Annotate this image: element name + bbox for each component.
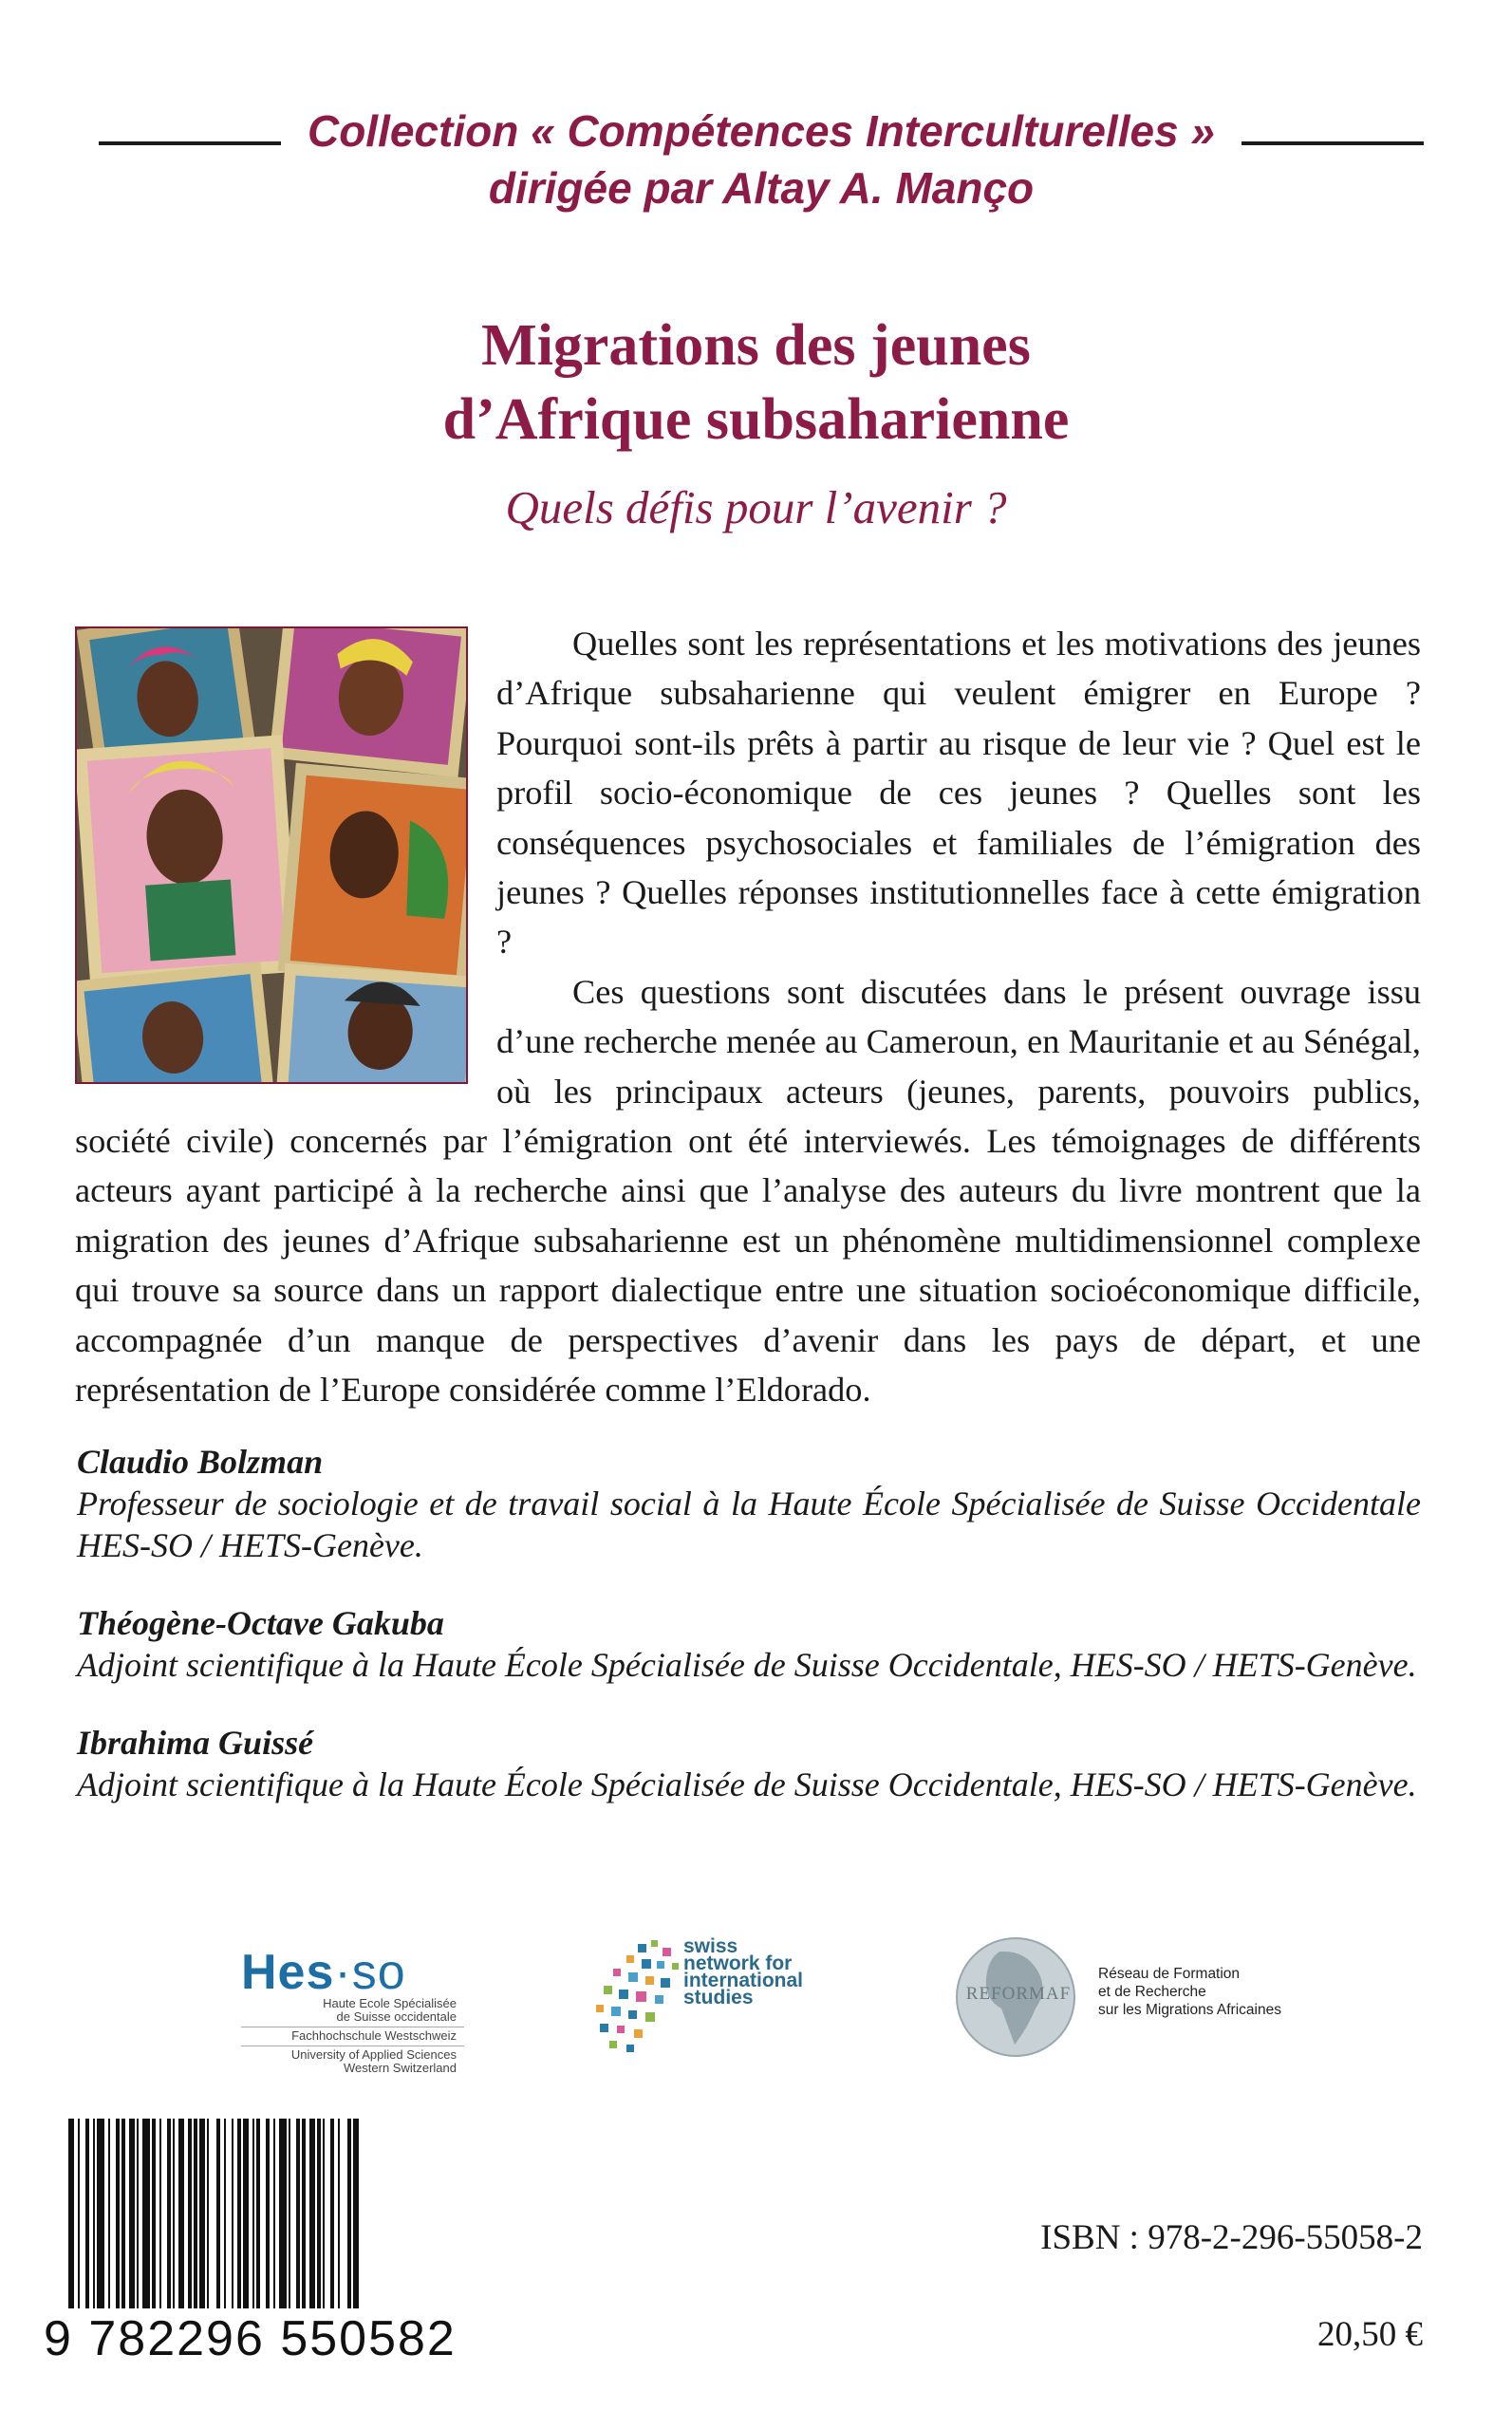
snis-line: swiss [683, 1935, 738, 1957]
collection-rule-right [1241, 141, 1424, 145]
reformaf-line: Réseau de Formation [1098, 1966, 1241, 1982]
barcode-bar [237, 2119, 241, 2308]
barcode-bar [93, 2119, 95, 2308]
author-entry [77, 1441, 1421, 1566]
book-title [0, 308, 1512, 457]
barcode-bar [121, 2119, 125, 2308]
image-float-spacer [75, 619, 496, 1101]
barcode-bar [347, 2119, 351, 2308]
collection-editor: dirigée par Altay A. Manço [488, 163, 1035, 213]
barcode-bar [323, 2119, 325, 2308]
hes-so-line: University of Applied Sciences [241, 2046, 464, 2062]
barcode-bar [129, 2119, 135, 2308]
snis-line: studies [683, 1987, 754, 2008]
book-title-line2: d’Afrique subsaharienne [442, 387, 1070, 452]
author-entry [77, 1602, 1421, 1686]
book-subtitle: Quels défis pour l’avenir ? [505, 481, 1007, 533]
author-name: Théogène-Octave Gakuba [77, 1604, 444, 1642]
barcode-bar [309, 2119, 315, 2308]
hes-so-line: de Suisse occidentale [336, 2009, 457, 2024]
barcode-bar [273, 2119, 275, 2308]
ean-barcode [68, 2119, 497, 2308]
barcode-bar [216, 2119, 220, 2308]
barcode-bar [137, 2119, 139, 2308]
barcode-bar [338, 2119, 340, 2308]
barcode-bar [78, 2119, 80, 2308]
barcode-bar [330, 2119, 334, 2308]
barcode-bar [199, 2119, 205, 2308]
snis-line: network for [683, 1952, 793, 1974]
hes-so-line: Fachhochschule Westschweiz [241, 2027, 464, 2043]
barcode-bar [159, 2119, 161, 2308]
barcode-bar [279, 2119, 287, 2308]
author-name: Ibrahima Guissé [77, 1724, 314, 1762]
author-bio: Adjoint scientifique à la Haute École Spécialisée de Suisse Occidentale, HES-SO / HETS-Genève. [77, 1765, 1417, 1803]
hes-so-wordmark: Hes·so [241, 1945, 406, 2000]
authors-list [77, 1441, 1421, 1841]
barcode-bar [178, 2119, 184, 2308]
author-entry [77, 1722, 1421, 1805]
collection-header [49, 103, 1473, 216]
barcode-bar [173, 2119, 175, 2308]
author-name: Claudio Bolzman [77, 1443, 324, 1481]
reformaf-line: et de Recherche [1098, 1984, 1206, 2000]
barcode-bar [256, 2119, 260, 2308]
barcode-bar [252, 2119, 254, 2308]
reformaf-line: sur les Migrations Africaines [1098, 2002, 1281, 2018]
barcode-bar [167, 2119, 171, 2308]
reformaf-logo [944, 1933, 1305, 2056]
book-price: 20,50 € [1317, 2315, 1423, 2354]
barcode-bar [353, 2119, 359, 2308]
collection-name: Collection « Compétences Interculturelles » [307, 106, 1216, 156]
barcode-bar [232, 2119, 233, 2308]
barcode-bar [68, 2119, 74, 2308]
back-cover-blurb [75, 619, 1421, 1415]
reformaf-wordmark: REFORMAF [965, 1984, 1072, 2004]
barcode-bar [188, 2119, 192, 2308]
snis-wordmark [683, 1935, 847, 2008]
hes-so-logo [241, 1945, 464, 2075]
hes-so-line: Western Switzerland [344, 2061, 457, 2075]
barcode-bar [194, 2119, 197, 2308]
barcode-bar [97, 2119, 104, 2308]
book-title-line1: Migrations des jeunes [481, 313, 1031, 378]
barcode-bar [296, 2119, 300, 2308]
author-bio: Professeur de sociologie et de travail social à la Haute École Spécialisée de Suisse Occidentale HES-SO / HETS-Genève. [77, 1485, 1421, 1564]
barcode-bar [266, 2119, 270, 2308]
barcode-bar [85, 2119, 89, 2308]
barcode-digits: 9 782296 550582 [44, 2311, 457, 2366]
barcode-bar [142, 2119, 150, 2308]
barcode-bar [116, 2119, 120, 2308]
blurb-paragraph-1: Quelles sont les représentations et les motivations des jeunes d’Afrique subsaharienne qui veulent émigrer en Europe ? Pourquoi sont-ils prêts à partir au risque de leur vie ? Quel est le profil socio-économique de ces jeunes ? Quelles sont les conséquences psychosociales et familiales de l’émigration des jeunes ? Quelles réponses institutionnelles face à cette émigration ? [496, 625, 1421, 962]
reformaf-caption [1098, 1965, 1307, 2019]
author-bio: Adjoint scientifique à la Haute École Spécialisée de Suisse Occidentale, HES-SO / HETS-Genève. [77, 1646, 1417, 1684]
barcode-bar [224, 2119, 226, 2308]
snis-line: international [683, 1970, 804, 1991]
isbn-number: ISBN : 978-2-296-55058-2 [1040, 2218, 1423, 2257]
collection-rule-left [99, 141, 281, 145]
hes-so-line: Haute Ecole Spécialisée [323, 1996, 457, 2010]
barcode-bar [152, 2119, 156, 2308]
barcode-bar [108, 2119, 110, 2308]
barcode-bar [207, 2119, 209, 2308]
blurb-paragraph-2: Ces questions sont discutées dans le présent ouvrage issu d’une recherche menée au Cameroun, en Mauritanie et au Sénégal, où les principaux acteurs (jeunes, parents, pouvoirs publics, société civile) concernés par l’émigration ont été interviewés. Les témoignages de différents acteurs ayant participé à la recherche ainsi que l’analyse des auteurs du livre montrent que la migration des jeunes d’Afrique subsaharienne est un phénomène multidimensionnel complexe qui trouve sa source dans un rapport dialectique entre une situation socioéconomique difficile, accompagnée d’un manque de perspectives d’avenir dans les pays de départ, et une représentation de l’Europe considérée comme l’Eldorado. [75, 972, 1421, 1410]
barcode-bar [289, 2119, 290, 2308]
barcode-bar [302, 2119, 306, 2308]
barcode-bar [317, 2119, 321, 2308]
snis-logo [581, 1936, 847, 2069]
barcode-bar [243, 2119, 249, 2308]
